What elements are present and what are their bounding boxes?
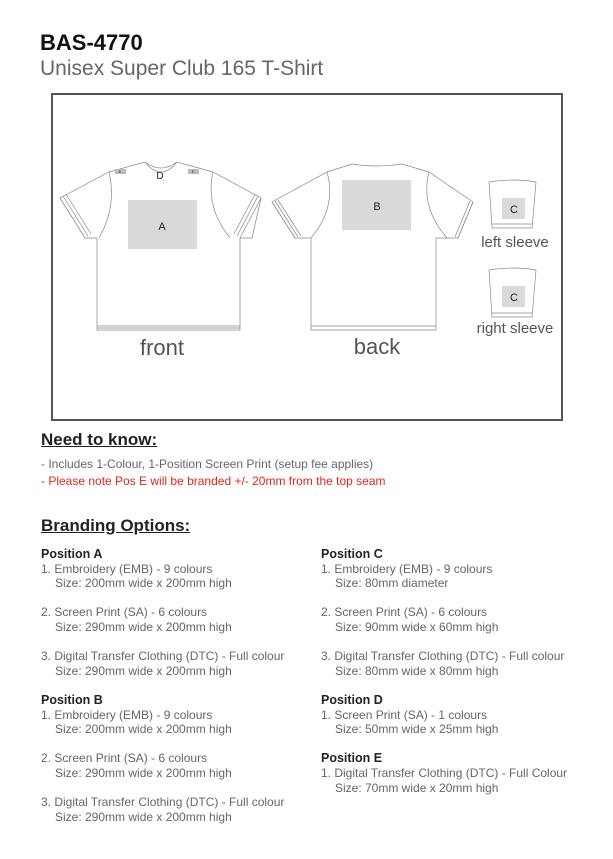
branding-method: 3. Digital Transfer Clothing (DTC) - Full colour [41,649,285,664]
note-position-e: - Please note Pos E will be branded +/- 20mm from the top seam [41,474,386,488]
position-title: Position C [321,547,383,561]
branding-size: Size: 290mm wide x 200mm high [55,663,232,678]
position-title: Position A [41,547,103,561]
branding-method: 3. Digital Transfer Clothing (DTC) - Full colour [41,795,285,810]
branding-diagram [51,93,563,421]
branding-size: Size: 90mm wide x 60mm high [335,619,499,634]
branding-option [321,708,601,737]
branding-size: Size: 50mm wide x 25mm high [335,722,499,737]
zone-d-label: D [156,171,164,182]
zone-a-label: A [158,221,166,233]
branding-method: 3. Digital Transfer Clothing (DTC) - Full colour [321,649,565,664]
branding-method: 1. Digital Transfer Clothing (DTC) - Full Colour [321,765,568,780]
position-block [321,751,601,795]
branding-method: 1. Screen Print (SA) - 1 colours [321,707,488,722]
branding-option [41,649,321,678]
branding-method: 1. Embroidery (EMB) - 9 colours [41,561,213,576]
branding-option [321,766,601,795]
branding-size: Size: 80mm diameter [335,576,449,591]
zone-b-label: B [373,201,381,213]
zone-e-left-label: E [118,169,122,174]
branding-method: 1. Embroidery (EMB) - 9 colours [41,707,213,722]
position-block [321,693,601,737]
branding-option [41,751,321,780]
position-block [41,547,321,678]
product-code: BAS-4770 [40,30,143,55]
position-block [41,693,321,824]
branding-method: 2. Screen Print (SA) - 6 colours [321,605,488,620]
position-block [321,547,601,678]
branding-method: 2. Screen Print (SA) - 6 colours [41,751,208,766]
product-name: Unisex Super Club 165 T-Shirt [40,57,324,80]
branding-size: Size: 200mm wide x 200mm high [55,722,232,737]
branding-size: Size: 290mm wide x 200mm high [55,765,232,780]
branding-size: Size: 80mm wide x 80mm high [335,663,499,678]
zone-c-right-label: C [510,292,518,304]
back-label: back [353,334,401,359]
branding-options-heading: Branding Options: [41,516,191,535]
branding-option [321,649,601,678]
branding-option [321,562,601,591]
zone-c-left-label: C [510,204,518,216]
position-title: Position E [321,751,383,766]
branding-option [41,562,321,591]
branding-size: Size: 290mm wide x 200mm high [55,809,232,824]
note-setup-fee: - Includes 1-Colour, 1-Position Screen Print (setup fee applies) [41,457,374,471]
branding-column-left [41,547,321,824]
zone-e-right-label: E [191,169,195,174]
branding-option [41,605,321,634]
branding-size: Size: 290mm wide x 200mm high [55,619,232,634]
branding-method: 2. Screen Print (SA) - 6 colours [41,605,208,620]
branding-size: Size: 70mm wide x 20mm high [335,780,499,795]
position-title: Position B [41,692,103,707]
branding-method: 1. Embroidery (EMB) - 9 colours [321,561,493,576]
branding-option [41,708,321,737]
position-title: Position D [321,692,383,707]
branding-option [321,605,601,634]
branding-option [41,795,321,824]
need-to-know-heading: Need to know: [41,430,158,449]
right-sleeve-label: right sleeve [476,320,554,337]
front-label: front [139,335,185,360]
left-sleeve-label: left sleeve [481,234,549,251]
branding-size: Size: 200mm wide x 200mm high [55,576,232,591]
branding-column-right [321,547,601,795]
